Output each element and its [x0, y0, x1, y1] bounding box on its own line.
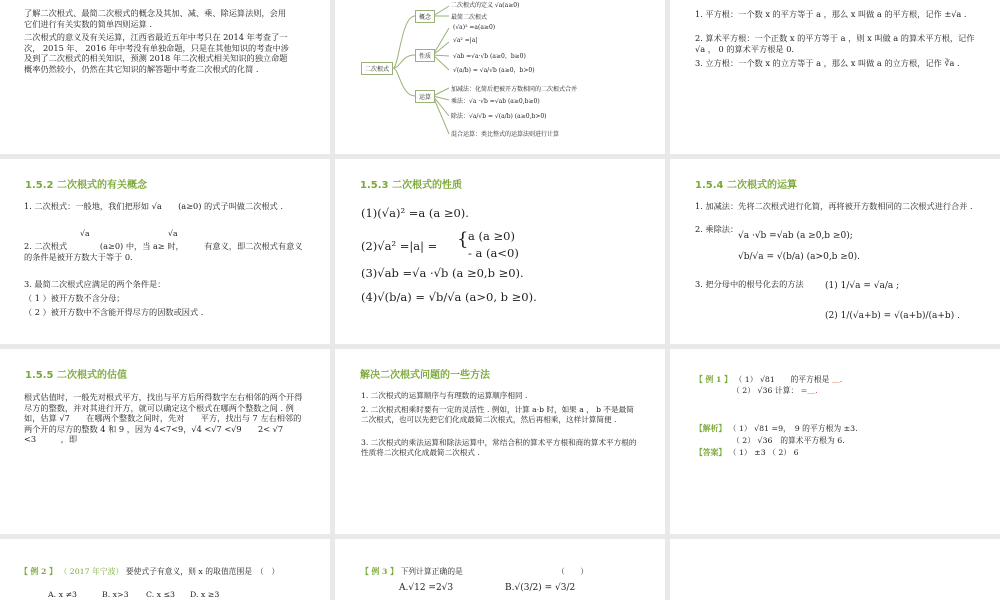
slide-154 — [670, 159, 1000, 344]
analysis-text: （ 2） √36 的算术平方根为 6. — [732, 436, 845, 445]
option-b: B. x>3 — [102, 590, 129, 599]
slide-example-1 — [670, 349, 1000, 534]
example-label: 【 例 3 】 — [361, 567, 398, 576]
operation-line: 1. 加减法：先将二次根式进行化简，再将被开方数相同的二次根式进行合并 . — [695, 201, 973, 211]
mind-map-concept-item: 二次根式的定义 √a(a≥0) — [451, 2, 520, 9]
def-square-root: 1. 平方根：一个数 x 的平方等于 a ，那么 x 叫做 a 的平方根，记作 ±√a . — [695, 9, 967, 19]
slide-blank — [670, 539, 1000, 600]
example-text: （ 2） √36 计算： — [732, 386, 799, 395]
property-formula-2-case: - a (a<0) — [468, 246, 519, 260]
example-text: 要使式子有意义，则 x 的取值范围是 （ ） — [125, 567, 280, 576]
answer-text: （ 1） ±3 （ 2） 6 — [728, 448, 799, 457]
operation-formula: (2) 1/(√a+b) = √(a+b)/(a+b) . — [825, 311, 960, 321]
operation-formula: (1) 1/√a = √a/a ; — [825, 281, 900, 291]
concept-line: 2. 二次根式 (a≥0) 中，当 a≥ 时， 有意义，即二次根式有意义的条件是被开方数大于等于 0. — [24, 241, 303, 262]
mind-map-property-item: (√a)² =a(a≥0) — [453, 24, 496, 31]
answer-paren: （ ） — [557, 567, 589, 576]
mind-map-concept-item: 最简二次根式 — [451, 14, 488, 21]
mind-map-operation-item: 乘法：√a ·√b =√ab (a≥0,b≥0) — [451, 98, 540, 105]
operation-line: 3. 把分母中的根号化去的方法 — [695, 279, 804, 289]
slide-methods — [335, 349, 665, 534]
analysis-label: 【解析】 — [695, 424, 727, 433]
analysis-line — [695, 423, 858, 434]
example-text: （ 1） √81 的平方根是 — [734, 375, 830, 384]
method-line: 1. 二次根式的运算顺序与有理数的运算顺序相同 . — [361, 391, 528, 400]
brace-icon: { — [457, 229, 469, 250]
slide-155 — [0, 349, 330, 534]
concept-line: （ 2 ）被开方数中不含能开得尽方的因数或因式 . — [24, 307, 204, 317]
mind-map-branch-operation: 运算 — [415, 90, 435, 103]
slide-title: 1.5.2 二次根式的有关概念 — [25, 180, 147, 191]
analysis-text: （ 1） √81 =9， 9 的平方根为 ±3. — [728, 424, 858, 433]
operation-line: 2. 乘除法： — [695, 224, 739, 234]
operation-formula: √a ·√b =√ab (a ≥0,b ≥0); — [738, 231, 853, 241]
formula-sqrt-a: √a — [80, 229, 90, 238]
option-a: A. x ≠3 — [48, 590, 77, 599]
slide-title: 1.5.5 二次根式的估值 — [25, 370, 127, 381]
example-line — [20, 566, 279, 577]
concept-line: （ 1 ）被开方数不含分母； — [24, 293, 125, 303]
answer-blank: =＿. — [800, 386, 818, 395]
mind-map-operation-item: 除法：√a/√b = √(a/b) (a≥0,b>0) — [451, 113, 547, 120]
slide-152 — [0, 159, 330, 344]
mind-map-property-item: √a² =|a| — [453, 37, 478, 44]
example-line — [732, 385, 818, 396]
concept-line: 1. 二次根式：一般地，我们把形如 √a (a≥0) 的式子叫做二次根式 . — [24, 201, 283, 211]
slide-exam-analysis — [0, 0, 330, 154]
estimation-paragraph: 根式估值时，一般先对根式平方，找出与平方后所得数字左右相邻的两个开得尽方的整数，并对其进行开方，就可以确定这个根式在哪两个整数之间 . 例如，估算 √7 在哪两个整数之间时，先对 平方，找出与 7 左右相邻的两个开的尽方的整数 4 和 9 ，因为 4<7<9，√4 <√7 <√9 2< √7 <3 ，即 — [24, 392, 303, 445]
concept-line: 3. 最简二次根式应满足的两个条件是： — [24, 279, 166, 289]
property-formula-2-case: a (a ≥0) — [468, 229, 515, 243]
method-line: 3. 二次根式的乘法运算和除法运算中，常结合积的算术平方根和商的算术平方根的性质将二次根式化成最简二次根式 . — [361, 438, 637, 457]
property-formula-4: (4)√(b/a) = √b/√a (a>0, b ≥0). — [361, 290, 537, 304]
operation-formula: √b/√a = √(b/a) (a>0,b ≥0). — [738, 252, 860, 262]
option-b: B.√(3/2) = √3/2 — [505, 583, 576, 593]
example-text: 下列计算正确的是 — [400, 567, 463, 576]
paragraph-exam-trend: 二次根式的意义及有关运算，江西省最近五年中考只在 2014 年考查了一次， 2015 年、 2016 年中考没有单独命题，只是在其他知识的考查中涉及到了二次根式的相关知识，预测 2018 年二次根式相关知识的独立命题概率仍然较小，仍然在其它知识的解答题中考查二次根式的化简 . — [24, 32, 289, 74]
option-d: D. x ≥3 — [190, 590, 220, 599]
answer-line — [695, 447, 799, 458]
example-label: 【 例 1 】 — [695, 375, 732, 384]
example-line — [695, 374, 842, 385]
property-formula-3: (3)√ab =√a ·√b (a ≥0,b ≥0). — [361, 266, 524, 280]
slide-title: 解决二次根式问题的一些方法 — [360, 370, 490, 381]
mind-map-branch-concept: 概念 — [415, 10, 435, 23]
slide-153 — [335, 159, 665, 344]
slide-title: 1.5.3 二次根式的性质 — [360, 180, 462, 191]
property-formula-2: (2)√a² =|a| = — [361, 239, 438, 253]
slide-example-2 — [0, 539, 330, 600]
option-c: C. x ≤3 — [146, 590, 176, 599]
slide-title: 1.5.4 二次根式的运算 — [695, 180, 797, 191]
slide-mind-map — [335, 0, 665, 154]
example-source: （ 2017 年宁波） — [59, 567, 124, 576]
mind-map-property-item: √(a/b) = √a/√b (a≥0，b>0) — [453, 67, 535, 74]
def-arithmetic-root: 2. 算术平方根：一个正数 x 的平方等于 a ，则 x 叫做 a 的算术平方根，记作 √a ， 0 的算术平方根是 0. — [695, 33, 975, 54]
paragraph-objectives: 了解二次根式、最简二次根式的概念及其加、减、乘、除运算法则，会用它们进行有关实数的简单四则运算 . — [24, 8, 287, 29]
mind-map-branch-property: 性质 — [415, 49, 435, 62]
option-a: A.√12 =2√3 — [399, 583, 454, 593]
formula-sqrt-a: √a — [168, 229, 178, 238]
property-formula-1: (1)(√a)² =a (a ≥0). — [361, 206, 469, 220]
answer-label: 【答案】 — [695, 448, 727, 457]
mind-map-operation-item: 加减法：化简后把被开方数相同的二次根式合并 — [451, 86, 578, 93]
method-line: 2. 二次根式相乘时要有一定的灵活性 . 例如，计算 a·b 时，如果 a ， b 不是最简二次根式，也可以先把它们化成最简二次根式，然后再相乘，这样计算简便 . — [361, 405, 634, 424]
mind-map-property-item: √ab =√a·√b (a≥0，b≥0) — [453, 53, 526, 60]
example-line — [361, 566, 463, 577]
example-label: 【 例 2 】 — [20, 567, 57, 576]
def-cube-root: 3. 立方根：一个数 x 的立方等于 a ，那么 x 叫做 a 的立方根，记作 ∛a . — [695, 58, 960, 68]
slide-example-3 — [335, 539, 665, 600]
mind-map-operation-item: 混合运算：类比整式的运算法则进行计算 — [451, 131, 560, 138]
slide-roots-definitions — [670, 0, 1000, 154]
answer-blank: ＿. — [831, 375, 843, 384]
mind-map-root: 二次根式 — [361, 62, 393, 75]
